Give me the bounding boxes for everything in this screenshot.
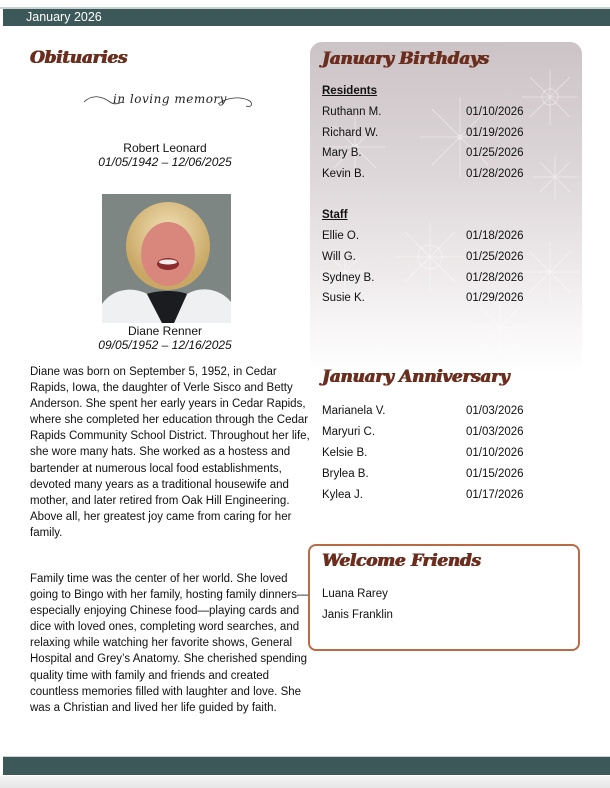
anniversary-row: [322, 447, 562, 461]
birthday-row: [322, 106, 562, 120]
welcome-title: Welcome Friends: [322, 551, 481, 571]
welcome-friend-name: Luana Rarey: [322, 588, 388, 600]
birthday-name: Kevin B.: [322, 168, 365, 180]
anniversary-date: 01/03/2026: [466, 405, 524, 417]
birthday-date: 01/19/2026: [466, 127, 524, 139]
birthdays-title: January Birthdays: [322, 49, 489, 69]
birthday-date: 01/10/2026: [466, 106, 524, 118]
birthday-date: 01/29/2026: [466, 292, 524, 304]
obituary-paragraph: Family time was the center of her world. She loved going to Bingo with her family, hosting family dinners—especially enjoying Chinese food—playing cards and dice with loved ones, completing word searches, and relaxing while watching her favorite shows, General Hospital and Grey’s Anatomy. She cherished spending quality time with family and friends and created countless memories filled with laughter and love. She was a Christian and lived her life guided by faith.: [30, 573, 309, 714]
birthday-date: 01/28/2026: [466, 168, 524, 180]
birthday-name: Ellie O.: [322, 230, 360, 242]
anniversary-row: [322, 405, 562, 419]
birthday-name: Susie K.: [322, 292, 365, 304]
obituary-dates: 01/05/1942 – 12/06/2025: [98, 155, 232, 169]
birthday-row: [322, 127, 562, 141]
header-bar: [3, 9, 610, 26]
obituary-name: Diane Renner: [127, 324, 203, 338]
birthday-name: Mary B.: [322, 147, 362, 159]
anniversary-row: [322, 468, 562, 482]
anniversary-row: [322, 426, 562, 440]
anniversary-name: Kelsie B.: [322, 447, 368, 459]
memory-flourish-text: in loving memory: [113, 92, 227, 106]
birthday-row: [322, 168, 562, 182]
birthday-date: 01/18/2026: [466, 230, 524, 242]
birthday-date: 01/25/2026: [466, 251, 524, 263]
birthday-name: Ruthann M.: [322, 106, 382, 118]
anniversary-row: [322, 489, 562, 503]
page-edge: [0, 776, 610, 788]
obituary-diane: [20, 324, 310, 352]
footer-bar: [3, 757, 610, 775]
birthday-row: [322, 230, 562, 244]
obituary-name: Robert Leonard: [123, 141, 207, 155]
anniversary-name: Marianela V.: [322, 405, 386, 417]
staff-heading: Staff: [322, 209, 348, 221]
diane-portrait-photo: [102, 194, 231, 323]
obituary-paragraph: Diane was born on September 5, 1952, in Cedar Rapids, Iowa, the daughter of Verle Sisco and Betty Anderson. She spent her early years in Cedar Rapids, where she completed her education through the Cedar Rapids Community School District. Throughout her life, she wore many hats. She worked as a hostess and bartender at numerous local food establishments, devoted many years as a traditional housewife and mother, and later retired from Oak Hill Engineering. Above all, her greatest joy came from caring for her family.: [30, 366, 310, 539]
birthday-row: [322, 292, 562, 306]
anniversary-name: Brylea B.: [322, 468, 369, 480]
birthday-date: 01/28/2026: [466, 272, 524, 284]
anniversary-date: 01/17/2026: [466, 489, 524, 501]
obituary-dates: 09/05/1952 – 12/16/2025: [98, 338, 232, 352]
residents-heading: Residents: [322, 85, 377, 97]
anniversary-name: Maryuri C.: [322, 426, 376, 438]
anniversary-date: 01/15/2026: [466, 468, 524, 480]
birthday-name: Sydney B.: [322, 272, 375, 284]
header-title: January 2026: [26, 10, 102, 24]
birthday-date: 01/25/2026: [466, 147, 524, 159]
anniversary-name: Kylea J.: [322, 489, 363, 501]
birthday-name: Richard W.: [322, 127, 379, 139]
obituary-robert: [20, 141, 310, 169]
birthday-name: Will G.: [322, 251, 356, 263]
welcome-friend-name: Janis Franklin: [322, 609, 393, 621]
obituaries-title: Obituaries: [30, 48, 128, 68]
anniversary-date: 01/10/2026: [466, 447, 524, 459]
anniversary-title: January Anniversary: [322, 367, 510, 387]
anniversary-date: 01/03/2026: [466, 426, 524, 438]
birthday-row: [322, 147, 562, 161]
birthday-row: [322, 251, 562, 265]
birthday-row: [322, 272, 562, 286]
